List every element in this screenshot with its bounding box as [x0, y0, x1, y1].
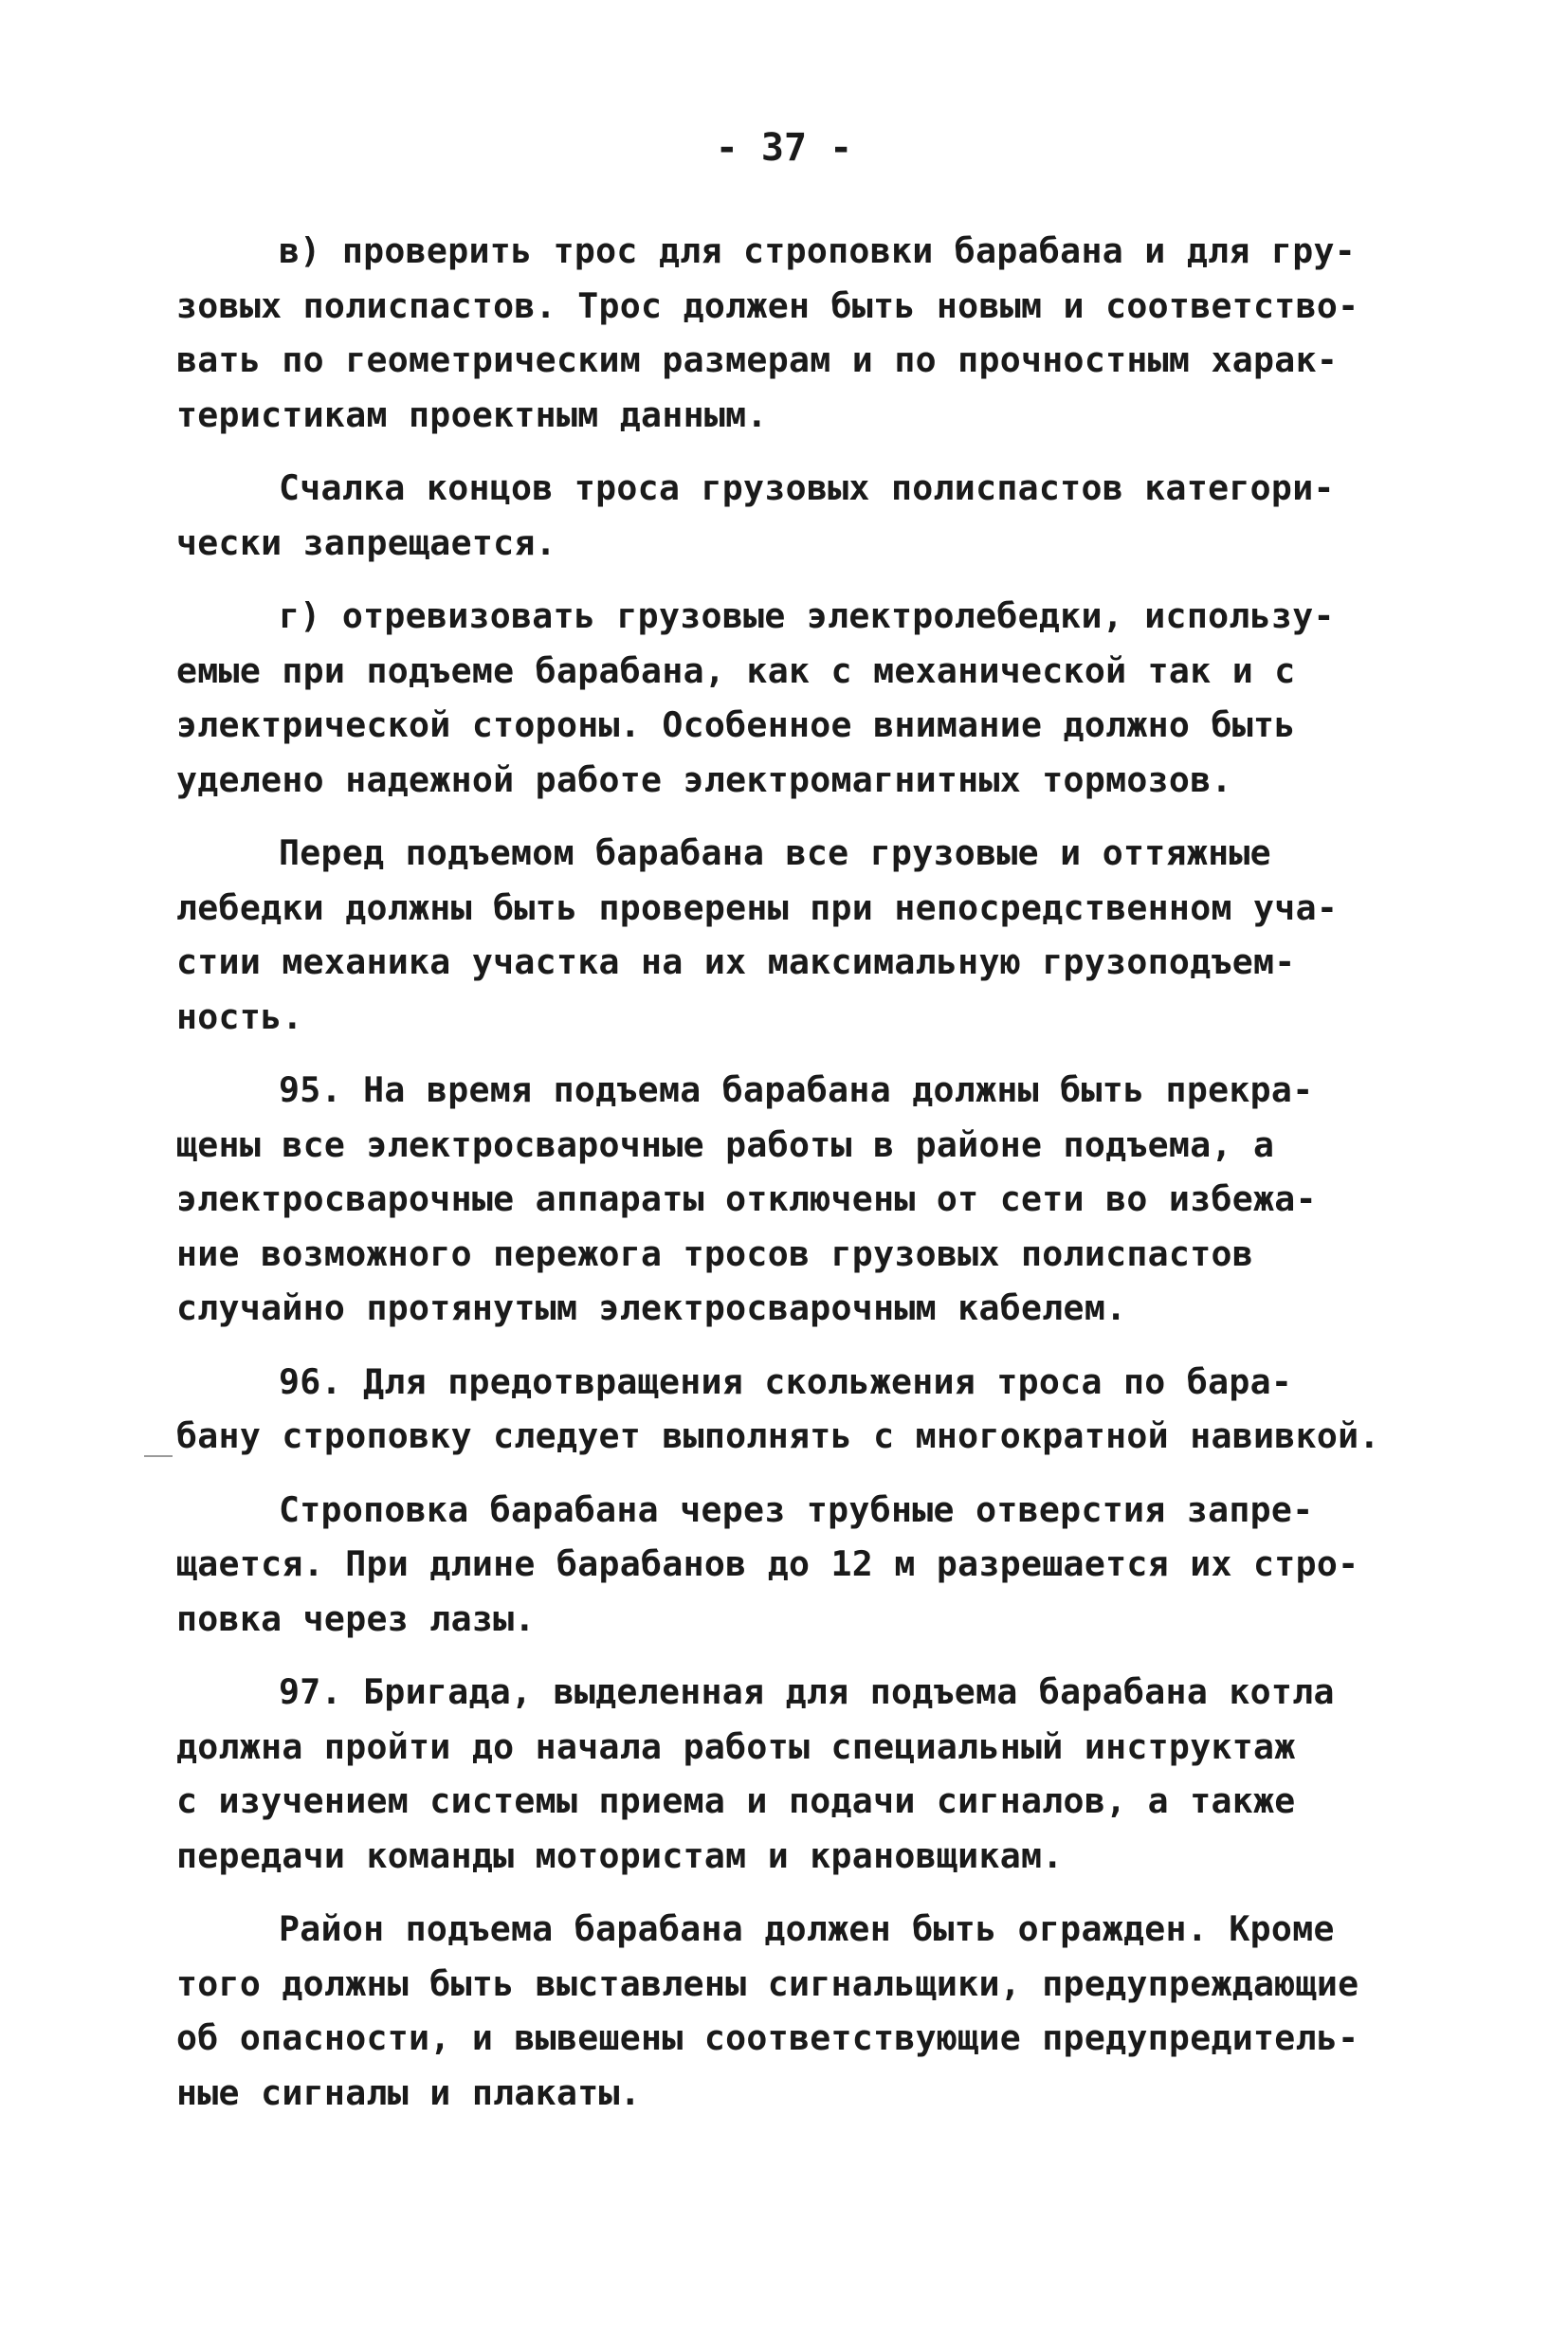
text-line: повка через лазы. — [176, 1597, 536, 1639]
text-line: теристикам проектным данным. — [176, 393, 768, 435]
text-line: должна пройти до начала работы специальный инструктаж — [176, 1725, 1296, 1767]
text-line: зовых полиспастов. Трос должен быть новым и соответство- — [176, 284, 1359, 326]
margin-mark — [144, 1455, 173, 1457]
paragraph-97 — [176, 1665, 1437, 1883]
paragraph-95 — [176, 1063, 1437, 1336]
paragraph-96 — [176, 1355, 1437, 1464]
text-line: Строповка барабана через трубные отверстия запре- — [279, 1488, 1314, 1530]
text-line: Район подъема барабана должен быть огражден. Кроме — [279, 1908, 1335, 1949]
text-line: с изучением системы приема и подачи сигналов, а также — [176, 1780, 1296, 1821]
text-line: ность. — [176, 995, 303, 1037]
paragraph-fenced-area — [176, 1902, 1437, 2120]
text-line: бану строповку следует выполнять с многократной навивкой. — [176, 1415, 1380, 1456]
paragraph-item-g — [176, 589, 1437, 807]
paragraph-splicing-prohibition — [176, 461, 1437, 570]
text-line: щается. При длине барабанов до 12 м разрешается их стро- — [176, 1543, 1359, 1584]
text-line: щены все электросварочные работы в районе подъема, а — [176, 1123, 1275, 1165]
text-line: того должны быть выставлены сигнальщики, предупреждающие — [176, 1962, 1359, 2004]
body-text — [176, 224, 1437, 2139]
paragraph-winch-check — [176, 826, 1437, 1044]
text-line: ные сигналы и плакаты. — [176, 2071, 642, 2113]
paragraph-item-v — [176, 224, 1437, 442]
text-line: уделено надежной работе электромагнитных тормозов. — [176, 758, 1232, 800]
text-line: в) проверить трос для строповки барабана и для гру- — [279, 230, 1357, 271]
text-line: чески запрещается. — [176, 521, 556, 563]
text-line: вать по геометрическим размерам и по прочностным харак- — [176, 339, 1339, 380]
page-number: - 37 - — [715, 126, 853, 170]
text-line: об опасности, и вывешены соответствующие предупредитель- — [176, 2017, 1359, 2058]
text-line: стии механика участка на их максимальную грузоподъем- — [176, 941, 1296, 982]
text-line: емые при подъеме барабана, как с механической так и с — [176, 649, 1296, 691]
text-line: г) отревизовать грузовые электролебедки, использу- — [279, 595, 1335, 636]
text-line: лебедки должны быть проверены при непосредственном уча- — [176, 886, 1339, 928]
text-line: электросварочные аппараты отключены от сети во избежа- — [176, 1178, 1317, 1219]
text-line: передачи команды мотористам и крановщикам. — [176, 1834, 1064, 1876]
paragraph-slinging-holes — [176, 1483, 1437, 1647]
text-line: Перед подъемом барабана все грузовые и оттяжные — [279, 832, 1271, 873]
text-line: 96. Для предотвращения скольжения троса по бара- — [279, 1360, 1293, 1402]
text-line: случайно протянутым электросварочным кабелем. — [176, 1287, 1127, 1328]
text-line: ние возможного пережога тросов грузовых полиспастов — [176, 1232, 1254, 1274]
text-line: Счалка концов троса грузовых полиспастов категори- — [279, 467, 1335, 508]
text-line: 97. Бригада, выделенная для подъема барабана котла — [279, 1671, 1335, 1712]
text-line: электрической стороны. Особенное внимание должно быть — [176, 704, 1296, 745]
text-line: 95. На время подъема барабана должны быть прекра- — [279, 1069, 1314, 1110]
